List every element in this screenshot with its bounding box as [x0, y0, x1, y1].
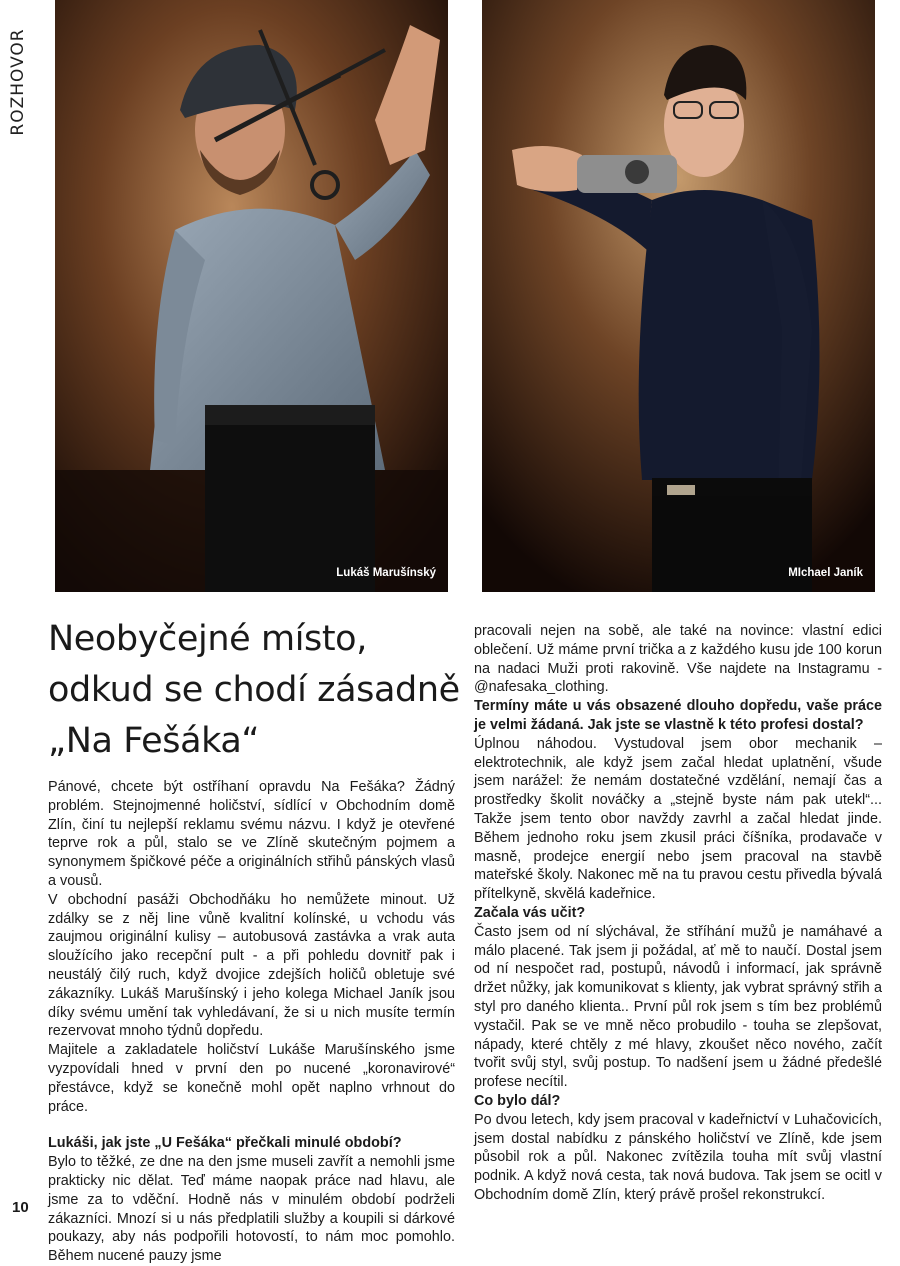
page-number: 10	[12, 1199, 29, 1216]
interview-question: Termíny máte u vás obsazené dlouho dopředu, vaše práce je velmi žádaná. Jak jste se vlastně k této profesi dostal?	[474, 698, 882, 733]
section-label	[4, 22, 32, 142]
photo-caption-michael: MIchael Janík	[788, 567, 863, 579]
photo-lukas	[55, 0, 448, 592]
article-column-left	[48, 778, 455, 1266]
intro-paragraph: Pánové, chcete být ostříhaní opravdu Na Fešáka? Žádný problém. Stejnojmenné holičství, sídlící v Obchodním domě Zlín, činí tu nejlepší reklamu svému názvu. I když je otevřené teprve rok a půl, stalo se ve Zlíně skutečným pojmem a synonymem špičkové péče a originálních střihů pánských vlasů a vousů.	[48, 779, 455, 889]
intro-paragraph: V obchodní pasáži Obchodňáku ho nemůžete minout. Už zdálky se z něj line vůně kvalitní kolínské, u vchodu vás zaujmou originální kulisy – autobusová zastávka a vrak auta sloužícího jako recepční pult - a při pohledu dovnitř pak i neustálý čilý ruch, když dvojice zdejších holičů obletuje své zákazníky. Lukáš Marušínský i jeho kolega Michael Janík jsou díky svému umění tak vyhledávaní, že si u nich musíte termín rezervovat mnoho týdnů dopředu.	[48, 891, 455, 1040]
paragraph-spacer	[48, 1116, 455, 1134]
photo-caption-lukas: Lukáš Marušínský	[336, 567, 436, 579]
article-headline: Neobyčejné místo, odkud se chodí zásadně „Na Fešáka“	[48, 619, 460, 761]
interview-answer: Často jsem od ní slýchával, že stříhání mužů je namáhavé a málo placené. Tak jsem ji požádal, ať mě to naučí. Dostal jsem od ní nespočet rad, postupů, návodů i informací, jak správně držet nůžky, jak komunikovat s klienty, jak vybrat správný střih a styl pro daného klienta.. První půl rok jsem s tím bez problémů vystačil. Pak se ve mně něco probudilo - touha se zlepšovat, nápady, které chtěly z mé hlavy, zkoušet něco nového, začít tvořit svůj styl, svůj postup. To nadšení jsem u žádné předešlé profese necítil.	[474, 923, 882, 1091]
interview-question: Začala vás učit?	[474, 904, 586, 921]
portrait-barber-with-scissors	[55, 0, 448, 592]
intro-paragraph: Majitele a zakladatele holičství Lukáše Marušínského jsme vyzpovídali hned v první den po nucené „koronavirové“ přestávce, když se konečně mohl opět naplno vrhnout do práce.	[48, 1042, 455, 1115]
photo-michael	[482, 0, 875, 592]
interview-answer: Po dvou letech, kdy jsem pracoval v kadeřnictví v Luhačovicích, jsem dostal nabídku z pánského holičství ve Zlíně, kde jsem působil rok a půl. Nakonec zvítězila touha mít svůj vlastní podnik. A když nová cesta, tak nová budova. Tak jsem se ocitl v Obchodním domě Zlín, který právě prošel rekonstrukcí.	[474, 1111, 882, 1203]
portrait-barber-with-clipper	[482, 0, 875, 592]
interview-answer-continued: pracovali nejen na sobě, ale také na novince: vlastní edici oblečení. Už máme první trička a z každého kusu jde 100 korun na nadaci Muži proti rakovině. Vše najdete na Instagramu - @nafesaka_clothing.	[474, 623, 882, 696]
interview-answer: Bylo to těžké, ze dne na den jsme museli zavřít a nemohli jsme prakticky nic dělat. Teď máme naopak práce nad hlavu, ale jsme za to vděční. Hodně nás v minulém období podrželi zákazníci. Mnozí si u nás předplatili služby a koupili si dárkové poukazy, aby nás podpořili hotovostí, to nám moc pomohlo. Během nucené pauzy jsme	[48, 1154, 455, 1265]
article-column-right	[474, 622, 882, 1205]
interview-answer: Úplnou náhodou. Vystudoval jsem obor mechanik – elektrotechnik, ale když jsem začal hledat uplatnění, všude jsem narážel: že nemám dostatečné vzdělání, nemají čas a prostředky školit nováčky a „stejně byste nám pak utekl“... Takže jsem tento obor navždy zavrhl a začal hledat jinde. Během jednoho roku jsem zkusil práci číšníka, prodavače v masně, prodejce energií nebo jsem pracoval na stavbě mateřské školy. Nakonec mě na tu pravou cestu přivedla bývalá přítelkyně, skvělá kadeřnice.	[474, 735, 882, 903]
interview-question: Co bylo dál?	[474, 1092, 561, 1109]
interview-question: Lukáši, jak jste „U Fešáka“ přečkali minulé období?	[48, 1135, 402, 1152]
section-label-text: ROZHOVOR	[8, 28, 28, 136]
